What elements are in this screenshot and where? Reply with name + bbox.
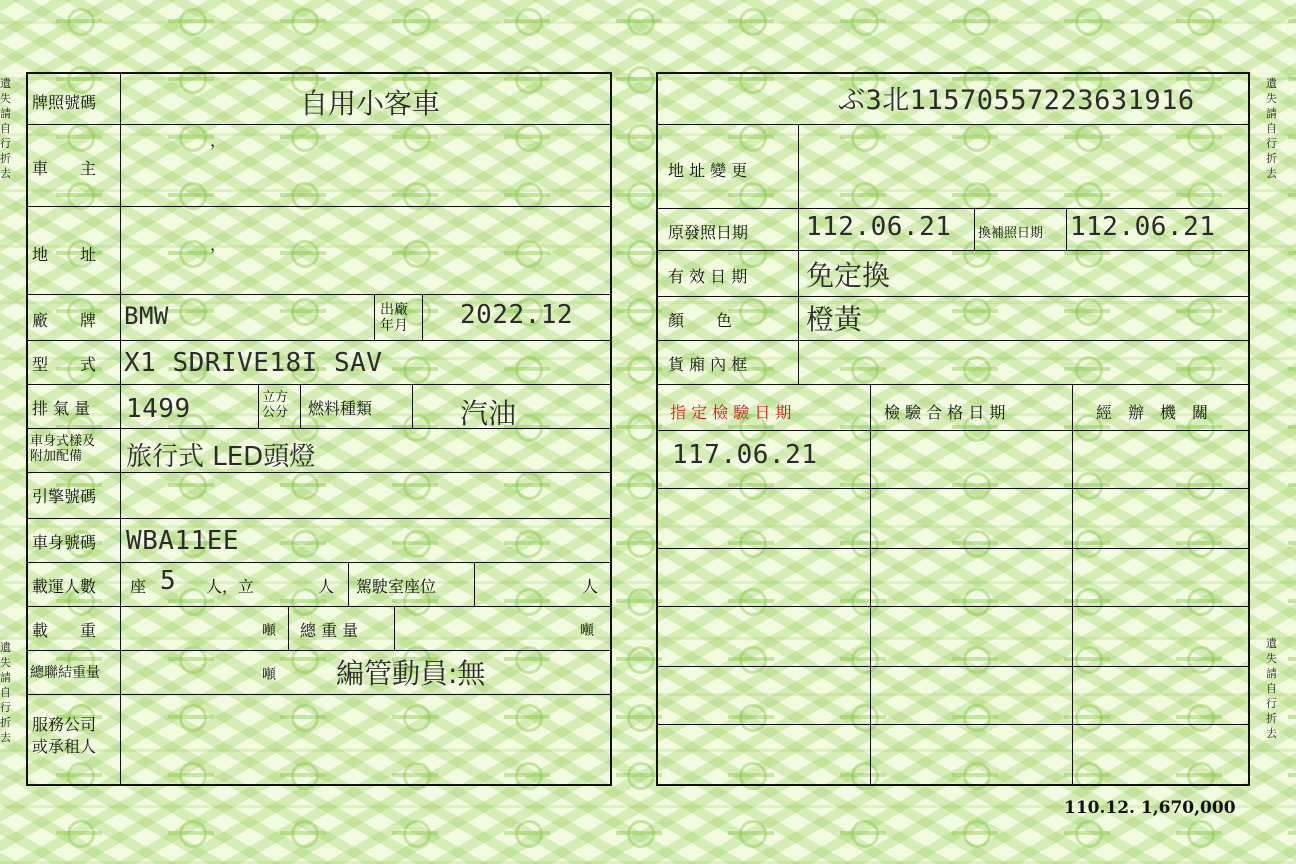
- watermark-emblem: [1288, 700, 1296, 736]
- footer-print-code: 110.12. 1,670,000: [1064, 798, 1236, 818]
- gross-weight-label: 總 重 量: [300, 621, 359, 640]
- seat-value: 5: [160, 566, 177, 596]
- mfg-date-value: 2022.12: [460, 300, 574, 330]
- combined-weight-unit: 噸: [262, 667, 276, 683]
- plate-value: 自用小客車: [300, 87, 441, 120]
- gross-weight-unit: 噸: [580, 623, 594, 639]
- divider: [1072, 384, 1073, 784]
- watermark-emblem: [1288, 352, 1296, 388]
- watermark-emblem: [504, 4, 550, 40]
- divider: [656, 250, 1248, 251]
- divider: [656, 384, 1248, 385]
- combined-weight-label: 總聯結重量: [30, 665, 100, 681]
- watermark-emblem: [1288, 236, 1296, 272]
- fuel-value: 汽油: [460, 397, 517, 430]
- person-label: 人，立: [206, 577, 255, 596]
- fuel-label: 燃料種類: [308, 399, 373, 418]
- side-note-right-top: 遺失請自行折去: [1266, 77, 1277, 180]
- divider: [26, 606, 610, 607]
- divider: [412, 384, 413, 428]
- divider: [1066, 208, 1067, 250]
- watermark-emblem: [1288, 410, 1296, 446]
- divider: [474, 562, 475, 606]
- watermark-emblem: [1288, 584, 1296, 620]
- divider: [26, 472, 610, 473]
- watermark-emblem: [1176, 816, 1222, 852]
- watermark-emblem: [1064, 4, 1110, 40]
- divider: [120, 72, 121, 784]
- vin-label: 車身號碼: [32, 533, 97, 552]
- watermark-emblem: [504, 816, 550, 852]
- divider: [656, 488, 1248, 489]
- displacement-unit: 立方 公分: [262, 390, 289, 420]
- load-unit: 噸: [262, 623, 276, 639]
- divider: [26, 124, 610, 125]
- cargo-frame-label: 貨 廂 內 框: [668, 355, 748, 374]
- watermark-emblem: [952, 4, 998, 40]
- serial-number: ぶ3北115705572236319​16: [838, 85, 1195, 116]
- address-value: ，: [210, 235, 227, 254]
- reissue-label: 換補照日期: [978, 226, 1044, 241]
- watermark-emblem: [1288, 526, 1296, 562]
- side-note-left-top: 遺失請自行折去: [0, 77, 11, 180]
- divider: [656, 208, 1248, 209]
- watermark-emblem: [392, 4, 438, 40]
- displacement-value: 1499: [126, 394, 191, 424]
- watermark-emblem: [616, 4, 662, 40]
- mobilization-value: 編管動員:無: [336, 657, 486, 690]
- watermark-emblem: [1288, 62, 1296, 98]
- cab-seat-unit: 人: [582, 577, 599, 596]
- divider: [26, 562, 610, 563]
- brand-label: 廠 牌: [32, 311, 97, 330]
- color-label: 顏 色: [668, 311, 733, 330]
- watermark-emblem: [56, 816, 102, 852]
- side-note-left-bottom: 遺失請自行折去: [0, 641, 11, 744]
- owner-value: ，: [210, 131, 227, 150]
- watermark-emblem: [616, 816, 662, 852]
- divider: [374, 294, 375, 340]
- divider: [656, 124, 1248, 125]
- watermark-emblem: [1288, 468, 1296, 504]
- original-issue-value: 112.06.21: [806, 212, 952, 242]
- watermark-emblem: [168, 4, 214, 40]
- divider: [258, 384, 259, 428]
- designated-inspection-label: 指 定 檢 驗 日 期: [670, 403, 792, 422]
- divider: [394, 606, 395, 650]
- owner-label: 車 主: [32, 159, 97, 178]
- divider: [26, 650, 610, 651]
- watermark-emblem: [280, 4, 326, 40]
- watermark-emblem: [728, 4, 774, 40]
- displacement-label: 排 氣 量: [32, 399, 91, 418]
- divider: [288, 606, 289, 650]
- validity-value: 免定換: [806, 259, 891, 292]
- watermark-emblem: [1288, 642, 1296, 678]
- address-label: 地 址: [32, 245, 97, 264]
- model-value: X1 SDRIVE18I SAV: [124, 348, 383, 378]
- brand-value: BMW: [124, 302, 169, 330]
- watermark-emblem: [1288, 758, 1296, 794]
- watermark-emblem: [392, 816, 438, 852]
- divider: [656, 666, 1248, 667]
- watermark-emblem: [1288, 120, 1296, 156]
- person2-label: 人: [318, 577, 335, 596]
- watermark-emblem: [1064, 816, 1110, 852]
- watermark-emblem: [952, 816, 998, 852]
- watermark-emblem: [840, 816, 886, 852]
- divider: [26, 384, 610, 385]
- divider: [348, 562, 349, 606]
- watermark-emblem: [1288, 294, 1296, 330]
- left-panel: [26, 72, 612, 786]
- divider: [26, 340, 610, 341]
- divider: [656, 430, 1248, 431]
- divider: [974, 208, 975, 250]
- watermark-emblem: [728, 816, 774, 852]
- divider: [26, 518, 610, 519]
- divider: [656, 340, 1248, 341]
- divider: [656, 548, 1248, 549]
- original-issue-label: 原發照日期: [668, 223, 749, 242]
- divider: [26, 694, 610, 695]
- model-label: 型 式: [32, 355, 97, 374]
- color-value: 橙黃: [806, 303, 863, 336]
- watermark-emblem: [56, 4, 102, 40]
- load-label: 載 重: [32, 621, 97, 640]
- plate-label: 牌照號碼: [32, 93, 97, 112]
- reissue-value: 112.06.21: [1070, 212, 1216, 242]
- watermark-emblem: [1288, 816, 1296, 852]
- body-style-value: 旅行式 LED頭燈: [126, 442, 316, 472]
- passengers-label: 載運人數: [32, 577, 97, 596]
- service-company-label: 服務公司 或承租人: [32, 715, 97, 756]
- divider: [798, 124, 799, 384]
- watermark-emblem: [168, 816, 214, 852]
- divider: [870, 384, 871, 784]
- vin-value: WBA11EE: [126, 526, 240, 556]
- watermark-emblem: [1288, 4, 1296, 40]
- address-change-label: 地 址 變 更: [668, 161, 748, 180]
- divider: [656, 606, 1248, 607]
- watermark-emblem: [1176, 4, 1222, 40]
- designated-inspection-value: 117.06.21: [672, 440, 818, 470]
- validity-label: 有 效 日 期: [668, 267, 748, 286]
- body-style-label: 車身式樣及 附加配備: [30, 434, 96, 464]
- divider: [26, 428, 610, 429]
- divider: [656, 724, 1248, 725]
- side-note-right-bottom: 遺失請自行折去: [1266, 637, 1277, 740]
- passed-inspection-label: 檢 驗 合 格 日 期: [884, 403, 1006, 422]
- watermark-emblem: [280, 816, 326, 852]
- engine-label: 引擎號碼: [32, 487, 97, 506]
- divider: [300, 384, 301, 428]
- divider: [656, 296, 1248, 297]
- divider: [26, 294, 610, 295]
- cab-seat-label: 駕駛室座位: [356, 577, 437, 596]
- seat-label: 座: [130, 577, 147, 596]
- agency-label: 經 辦 機 關: [1096, 403, 1209, 422]
- watermark-emblem: [840, 4, 886, 40]
- watermark-emblem: [1288, 178, 1296, 214]
- divider: [26, 206, 610, 207]
- mfg-date-label: 出廠 年月: [380, 302, 408, 334]
- divider: [422, 294, 423, 340]
